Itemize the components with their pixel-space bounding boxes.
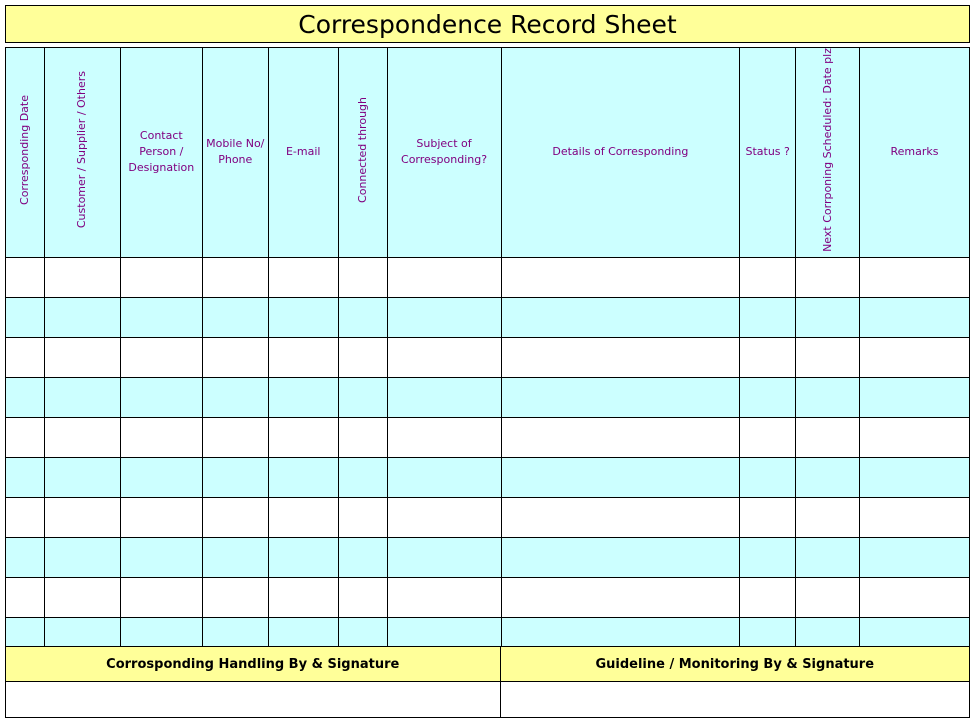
table-cell[interactable] [387, 537, 501, 577]
table-cell[interactable] [268, 577, 338, 617]
table-cell[interactable] [6, 457, 45, 497]
column-header [501, 48, 740, 258]
column-header-label: Next Corrponing Scheduled: Date plz [820, 48, 834, 252]
column-header [44, 48, 120, 258]
table-cell[interactable] [740, 377, 796, 417]
table-cell[interactable] [796, 537, 860, 577]
signature-header-row [6, 647, 970, 682]
column-header-label: Status ? [745, 145, 790, 159]
table-cell[interactable] [268, 417, 338, 457]
table-cell[interactable] [268, 337, 338, 377]
table-cell[interactable] [860, 537, 970, 577]
table-cell[interactable] [338, 457, 387, 497]
table-cell[interactable] [740, 297, 796, 337]
table-row [6, 577, 970, 617]
table-row [6, 377, 970, 417]
column-header [268, 48, 338, 258]
table-cell[interactable] [501, 457, 740, 497]
table-cell[interactable] [338, 497, 387, 537]
table-cell[interactable] [387, 417, 501, 457]
table-cell[interactable] [44, 337, 120, 377]
column-header [120, 48, 202, 258]
table-cell[interactable] [740, 537, 796, 577]
table-cell[interactable] [120, 577, 202, 617]
table-cell[interactable] [120, 297, 202, 337]
table-cell[interactable] [202, 377, 268, 417]
table-cell[interactable] [120, 257, 202, 297]
table-cell[interactable] [202, 537, 268, 577]
table-cell[interactable] [268, 457, 338, 497]
table-cell[interactable] [387, 497, 501, 537]
table-cell[interactable] [860, 257, 970, 297]
table-cell[interactable] [338, 377, 387, 417]
table-cell[interactable] [338, 337, 387, 377]
column-header [796, 48, 860, 258]
table-cell[interactable] [268, 377, 338, 417]
table-cell[interactable] [860, 577, 970, 617]
handling-signature-label: Corrosponding Handling By & Signature [6, 647, 501, 682]
column-header-label: E-mail [285, 145, 321, 159]
column-header [387, 48, 501, 258]
column-header [860, 48, 970, 258]
table-cell[interactable] [202, 497, 268, 537]
table-cell[interactable] [120, 537, 202, 577]
column-header-label: Details of Corresponding [552, 145, 689, 159]
table-cell[interactable] [6, 577, 45, 617]
table-cell[interactable] [268, 257, 338, 297]
table-cell[interactable] [796, 577, 860, 617]
table-row [6, 417, 970, 457]
table-cell[interactable] [387, 337, 501, 377]
column-header [740, 48, 796, 258]
table-cell[interactable] [387, 377, 501, 417]
record-table [5, 47, 970, 712]
column-header-label: Contact Person / Designation [128, 129, 195, 175]
record-sheet [5, 5, 970, 719]
monitoring-signature-label: Guideline / Monitoring By & Signature [500, 647, 970, 682]
column-header-label: Customer / Supplier / Others [75, 71, 89, 229]
table-cell[interactable] [6, 297, 45, 337]
table-cell[interactable] [740, 337, 796, 377]
table-cell[interactable] [740, 577, 796, 617]
table-cell[interactable] [338, 577, 387, 617]
table-cell[interactable] [44, 297, 120, 337]
table-cell[interactable] [120, 337, 202, 377]
table-cell[interactable] [387, 577, 501, 617]
table-cell[interactable] [120, 377, 202, 417]
column-header-label: Connected through [355, 96, 369, 203]
record-rows [6, 257, 970, 712]
handling-signature-field[interactable] [6, 682, 501, 718]
table-cell[interactable] [120, 497, 202, 537]
table-cell[interactable] [796, 417, 860, 457]
table-row [6, 257, 970, 297]
table-cell[interactable] [338, 417, 387, 457]
column-header [338, 48, 387, 258]
table-cell[interactable] [501, 297, 740, 337]
column-header-label: Subject of Corresponding? [401, 137, 488, 167]
table-cell[interactable] [860, 337, 970, 377]
table-cell[interactable] [501, 417, 740, 457]
table-cell[interactable] [860, 497, 970, 537]
table-cell[interactable] [501, 537, 740, 577]
table-cell[interactable] [740, 457, 796, 497]
table-cell[interactable] [120, 457, 202, 497]
table-cell[interactable] [501, 337, 740, 377]
table-cell[interactable] [796, 337, 860, 377]
table-cell[interactable] [202, 337, 268, 377]
table-cell[interactable] [6, 257, 45, 297]
table-cell[interactable] [796, 457, 860, 497]
column-header-label: Remarks [890, 145, 939, 159]
table-cell[interactable] [6, 417, 45, 457]
table-cell[interactable] [6, 337, 45, 377]
sheet-title: Correspondence Record Sheet [298, 9, 677, 39]
table-cell[interactable] [44, 457, 120, 497]
table-cell[interactable] [796, 497, 860, 537]
table-cell[interactable] [387, 257, 501, 297]
header-row [6, 48, 970, 258]
table-row [6, 497, 970, 537]
table-row [6, 457, 970, 497]
table-cell[interactable] [501, 577, 740, 617]
table-cell[interactable] [120, 417, 202, 457]
table-cell[interactable] [202, 417, 268, 457]
table-cell[interactable] [44, 417, 120, 457]
table-cell[interactable] [268, 537, 338, 577]
table-cell[interactable] [6, 377, 45, 417]
table-cell[interactable] [501, 377, 740, 417]
table-cell[interactable] [202, 457, 268, 497]
table-cell[interactable] [860, 377, 970, 417]
table-cell[interactable] [740, 497, 796, 537]
column-header-label: Mobile No/ Phone [206, 137, 265, 167]
table-cell[interactable] [44, 497, 120, 537]
table-cell[interactable] [6, 537, 45, 577]
table-cell[interactable] [740, 417, 796, 457]
table-row [6, 297, 970, 337]
table-cell[interactable] [44, 377, 120, 417]
table-cell[interactable] [796, 297, 860, 337]
table-cell[interactable] [860, 417, 970, 457]
table-cell[interactable] [387, 297, 501, 337]
column-header [202, 48, 268, 258]
table-cell[interactable] [387, 457, 501, 497]
table-cell[interactable] [338, 537, 387, 577]
table-cell[interactable] [44, 577, 120, 617]
table-cell[interactable] [202, 257, 268, 297]
table-cell[interactable] [796, 377, 860, 417]
column-header [6, 48, 45, 258]
table-cell[interactable] [796, 257, 860, 297]
signature-row [6, 682, 970, 718]
table-cell[interactable] [202, 297, 268, 337]
table-cell[interactable] [44, 537, 120, 577]
table-cell[interactable] [268, 497, 338, 537]
table-cell[interactable] [501, 497, 740, 537]
table-row [6, 337, 970, 377]
table-cell[interactable] [740, 257, 796, 297]
table-cell[interactable] [860, 297, 970, 337]
title-bar [5, 5, 970, 43]
table-cell[interactable] [6, 497, 45, 537]
column-header-label: Corresponding Date [17, 94, 31, 205]
signature-table [5, 646, 970, 718]
table-cell[interactable] [268, 297, 338, 337]
table-cell[interactable] [501, 257, 740, 297]
table-cell[interactable] [44, 257, 120, 297]
table-row [6, 537, 970, 577]
table-cell[interactable] [202, 577, 268, 617]
table-cell[interactable] [338, 297, 387, 337]
monitoring-signature-field[interactable] [500, 682, 970, 718]
table-cell[interactable] [860, 457, 970, 497]
table-cell[interactable] [338, 257, 387, 297]
